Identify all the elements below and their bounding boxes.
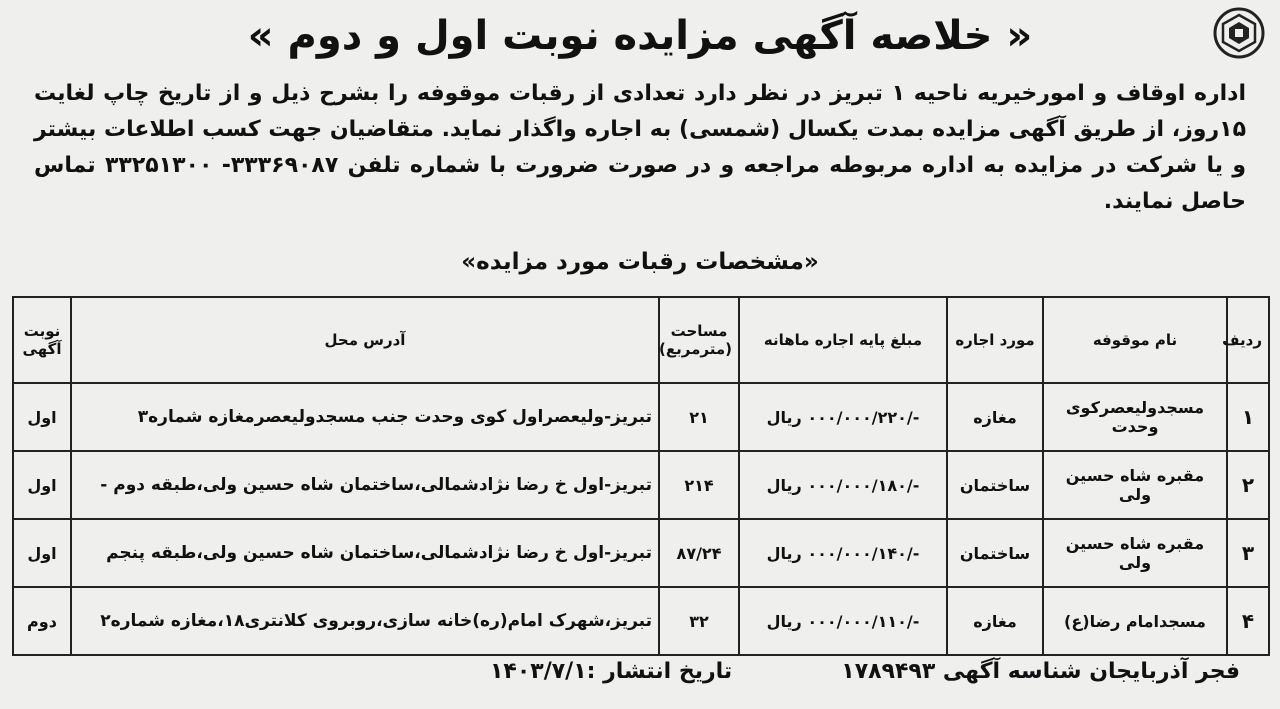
publish-date: تاریخ انتشار :۱۴۰۳/۷/۱ [490, 659, 733, 684]
table-row [13, 451, 1269, 519]
table-row [13, 519, 1269, 587]
cell-endowment-name: مقبره شاه حسین ولی [1043, 451, 1227, 519]
cell-address: تبریز-اول خ رضا نژادشمالی،ساختمان شاه حسین ولی،طبقه پنجم [71, 519, 659, 587]
cell-base-price: -/۰۰۰/۰۰۰/۱۴۰ ریال [739, 519, 947, 587]
cell-area: ۸۷/۲۴ [659, 519, 739, 587]
cell-area: ۳۲ [659, 587, 739, 655]
cell-lease-type: مغازه [947, 587, 1043, 655]
cell-round: اول [13, 451, 71, 519]
cell-area: ۲۱ [659, 383, 739, 451]
header-area: مساحت (مترمربع) [659, 297, 739, 383]
header-lease-type: مورد اجاره [947, 297, 1043, 383]
table-row [13, 383, 1269, 451]
page-title: « خلاصه آگهی مزایده نوبت اول و دوم » [247, 13, 1033, 59]
cell-endowment-name: مسجدولیعصرکوی وحدت [1043, 383, 1227, 451]
header-round: نوبت آگهی [13, 297, 71, 383]
publisher-info: فجر آذربایجان شناسه آگهی ۱۷۸۹۴۹۳ [841, 659, 1240, 684]
cell-area: ۲۱۴ [659, 451, 739, 519]
cell-lease-type: ساختمان [947, 451, 1043, 519]
cell-base-price: -/۰۰۰/۰۰۰/۱۸۰ ریال [739, 451, 947, 519]
cell-row-number: ۲ [1227, 451, 1269, 519]
table-header-row [13, 297, 1269, 383]
header-row-number: ردیف [1227, 297, 1269, 383]
cell-base-price: -/۰۰۰/۰۰۰/۲۲۰ ریال [739, 383, 947, 451]
cell-lease-type: ساختمان [947, 519, 1043, 587]
footer [30, 652, 1240, 692]
endowment-logo-icon [1212, 6, 1266, 60]
cell-base-price: -/۰۰۰/۰۰۰/۱۱۰ ریال [739, 587, 947, 655]
table-subtitle: «مشخصات رقبات مورد مزایده» [461, 249, 819, 275]
properties-table [12, 296, 1270, 656]
cell-endowment-name: مسجدامام رضا(ع) [1043, 587, 1227, 655]
cell-address: تبریز-اول خ رضا نژادشمالی،ساختمان شاه حسین ولی،طبقه دوم - [71, 451, 659, 519]
cell-round: دوم [13, 587, 71, 655]
cell-row-number: ۳ [1227, 519, 1269, 587]
table-row [13, 587, 1269, 655]
cell-lease-type: مغازه [947, 383, 1043, 451]
cell-round: اول [13, 383, 71, 451]
cell-round: اول [13, 519, 71, 587]
cell-endowment-name: مقبره شاه حسین ولی [1043, 519, 1227, 587]
header-base-price: مبلغ پایه اجاره ماهانه [739, 297, 947, 383]
cell-row-number: ۱ [1227, 383, 1269, 451]
cell-address: تبریز-ولیعصراول کوی وحدت جنب مسجدولیعصرمغازه شماره۳ [71, 383, 659, 451]
header-endowment-name: نام موقوفه [1043, 297, 1227, 383]
header-address: آدرس محل [71, 297, 659, 383]
cell-address: تبریز،شهرک امام(ره)خانه سازی،روبروی کلانتری۱۸،مغازه شماره۲ [71, 587, 659, 655]
cell-row-number: ۴ [1227, 587, 1269, 655]
intro-paragraph: اداره اوقاف و امورخیریه ناحیه ۱ تبریز در نظر دارد تعدادی از رقبات موقوفه را بشرح ذیل و از تاریخ چاپ لغایت ۱۵روز، از طریق آگهی مزایده بمدت یکسال (شمسی) به اجاره واگذار نماید. متقاضیان جهت کسب اطلاعات بیشتر و یا شرکت در مزایده به اداره مربوطه مراجعه و در صورت ضرورت با شماره تلفن ۳۳۳۶۹۰۸۷- ۳۳۲۵۱۳۰۰ تماس حاصل نمایند. [34, 81, 1246, 214]
